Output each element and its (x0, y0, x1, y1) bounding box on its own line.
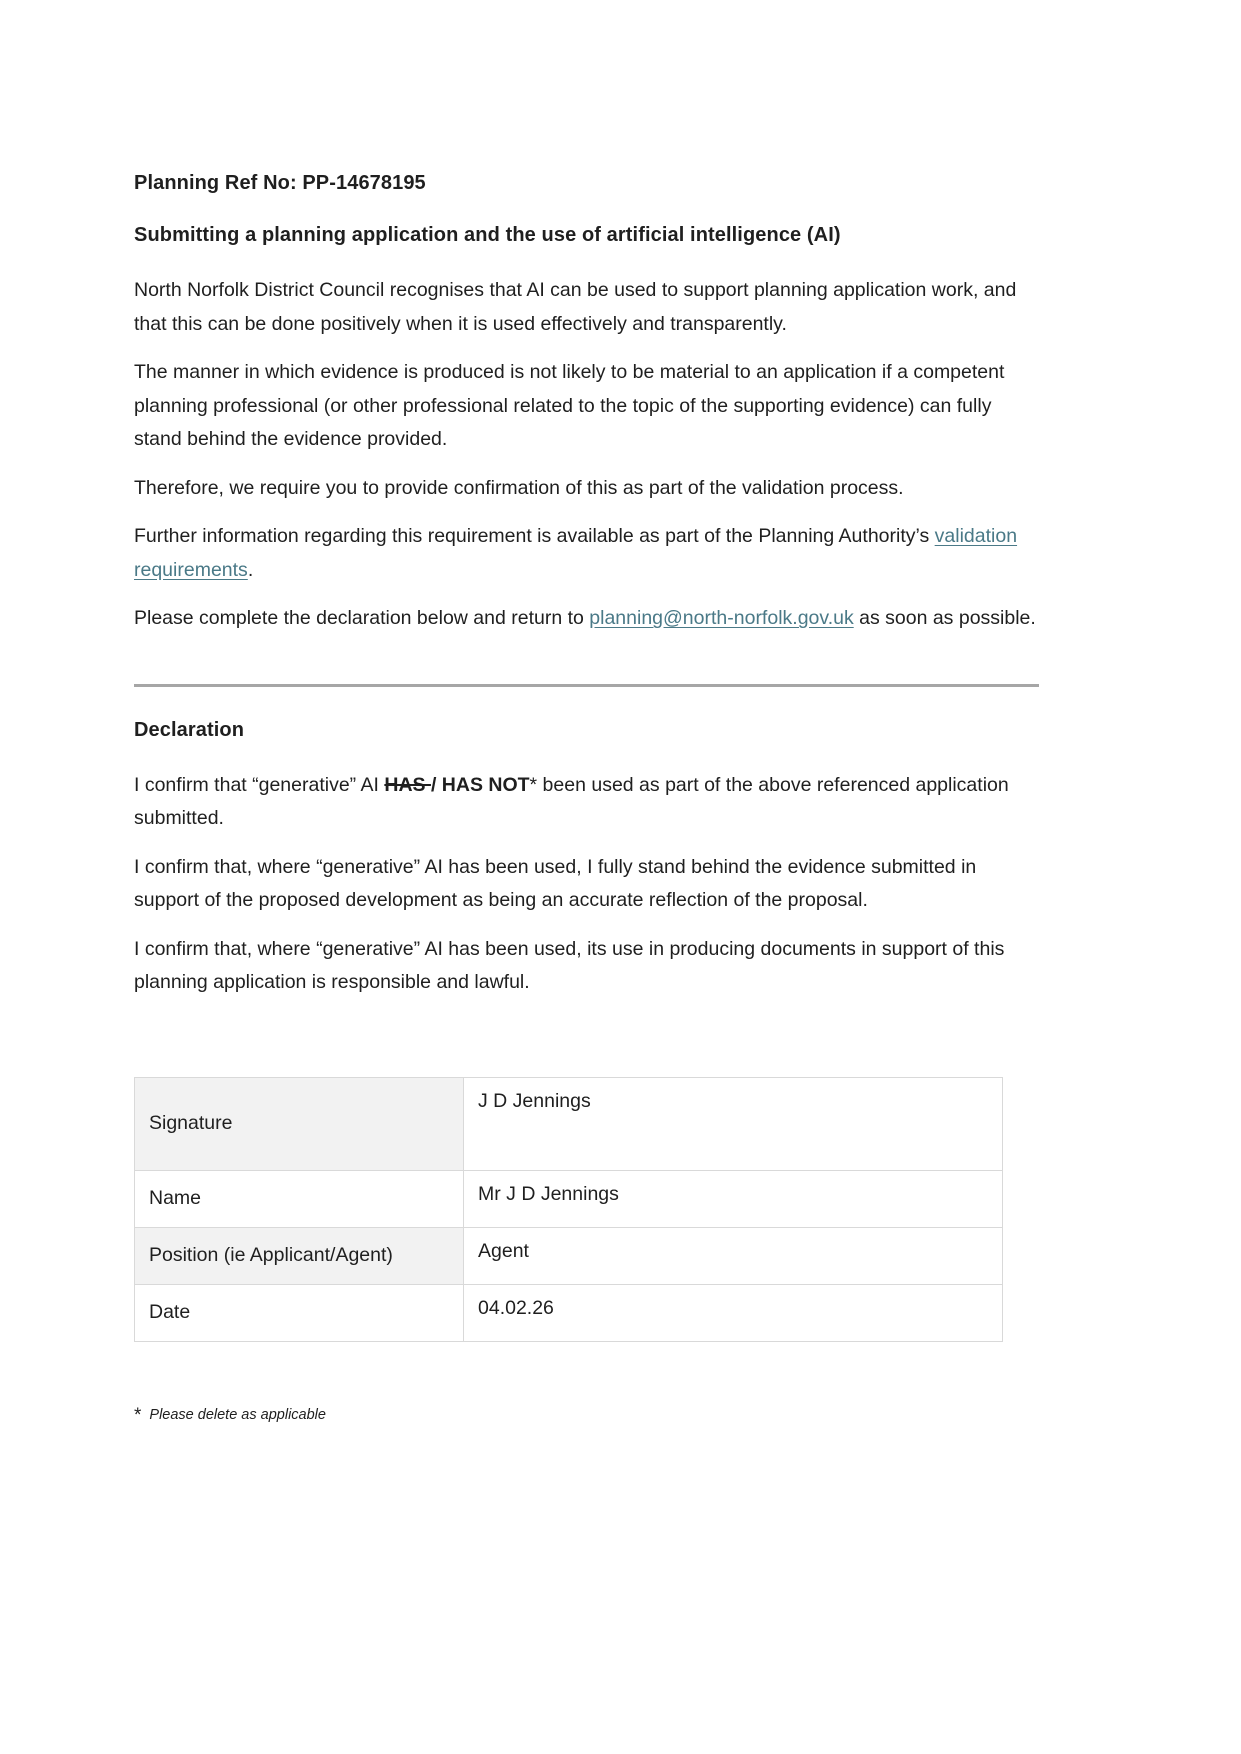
position-label: Position (ie Applicant/Agent) (135, 1227, 464, 1284)
date-label: Date (135, 1284, 464, 1341)
position-value: Agent (464, 1227, 1003, 1284)
paragraph-4-period: . (247, 558, 254, 581)
date-value: 04.02.26 (464, 1284, 1003, 1341)
intro-paragraph-4 (134, 520, 1039, 587)
validation-requirements-link[interactable]: validation requirements (134, 525, 1018, 581)
footnote-asterisk: * (134, 1404, 142, 1426)
paragraph-4-text: Further information regarding this requirement is available as part of the Planning Authority’s (134, 525, 935, 548)
name-value: Mr J D Jennings (464, 1170, 1003, 1227)
table-row-date (135, 1284, 1003, 1341)
section-divider (134, 684, 1039, 687)
name-label: Name (135, 1170, 464, 1227)
intro-paragraph-2: The manner in which evidence is produced is not likely to be material to an application if a competent planning professional (or other professional related to the topic of the supporting evidence) can fully stand behind the evidence provided. (134, 361, 1005, 451)
declaration-heading: Declaration (134, 718, 245, 741)
declaration-table (134, 1077, 1003, 1342)
has-not-option: / HAS NOT (430, 773, 530, 796)
declaration-1-tail: been used as part of the above referenced application submitted. (134, 773, 1009, 830)
table-row-name (135, 1170, 1003, 1227)
declaration-1-text: I confirm that “generative” AI (134, 773, 385, 796)
table-row-position (135, 1227, 1003, 1284)
signature-value: J D Jennings (464, 1077, 1003, 1170)
footnote-text: Please delete as applicable (149, 1406, 326, 1423)
declaration-1-asterisk: * (529, 773, 538, 796)
intro-paragraph-3: Therefore, we require you to provide confirmation of this as part of the validation process. (134, 476, 904, 499)
declaration-paragraph-2: I confirm that, where “generative” AI has been used, I fully stand behind the evidence submitted in support of the proposed development as being an accurate reflection of the proposal. (134, 855, 977, 912)
intro-paragraph-1: North Norfolk District Council recognises that AI can be used to support planning application work, and that this can be done positively when it is used effectively and transparently. (134, 279, 1017, 335)
planning-ref-heading: Planning Ref No: PP-14678195 (134, 172, 426, 194)
paragraph-5-tail: as soon as possible. (853, 607, 1036, 630)
intro-paragraph-5 (134, 602, 1039, 636)
paragraph-5-text: Please complete the declaration below and return to (134, 607, 590, 630)
declaration-paragraph-3: I confirm that, where “generative” AI has been used, its use in producing documents in support of this planning application is responsible and lawful. (134, 937, 1005, 994)
planning-email-link[interactable]: planning@north-norfolk.gov.uk (589, 607, 854, 630)
footnote (134, 1405, 1039, 1427)
signature-label: Signature (135, 1077, 464, 1170)
table-row-signature (135, 1077, 1003, 1170)
document-title: Submitting a planning application and the use of artificial intelligence (AI) (134, 224, 841, 246)
declaration-paragraph-1 (134, 769, 1039, 836)
has-option-struck: HAS (384, 773, 431, 796)
